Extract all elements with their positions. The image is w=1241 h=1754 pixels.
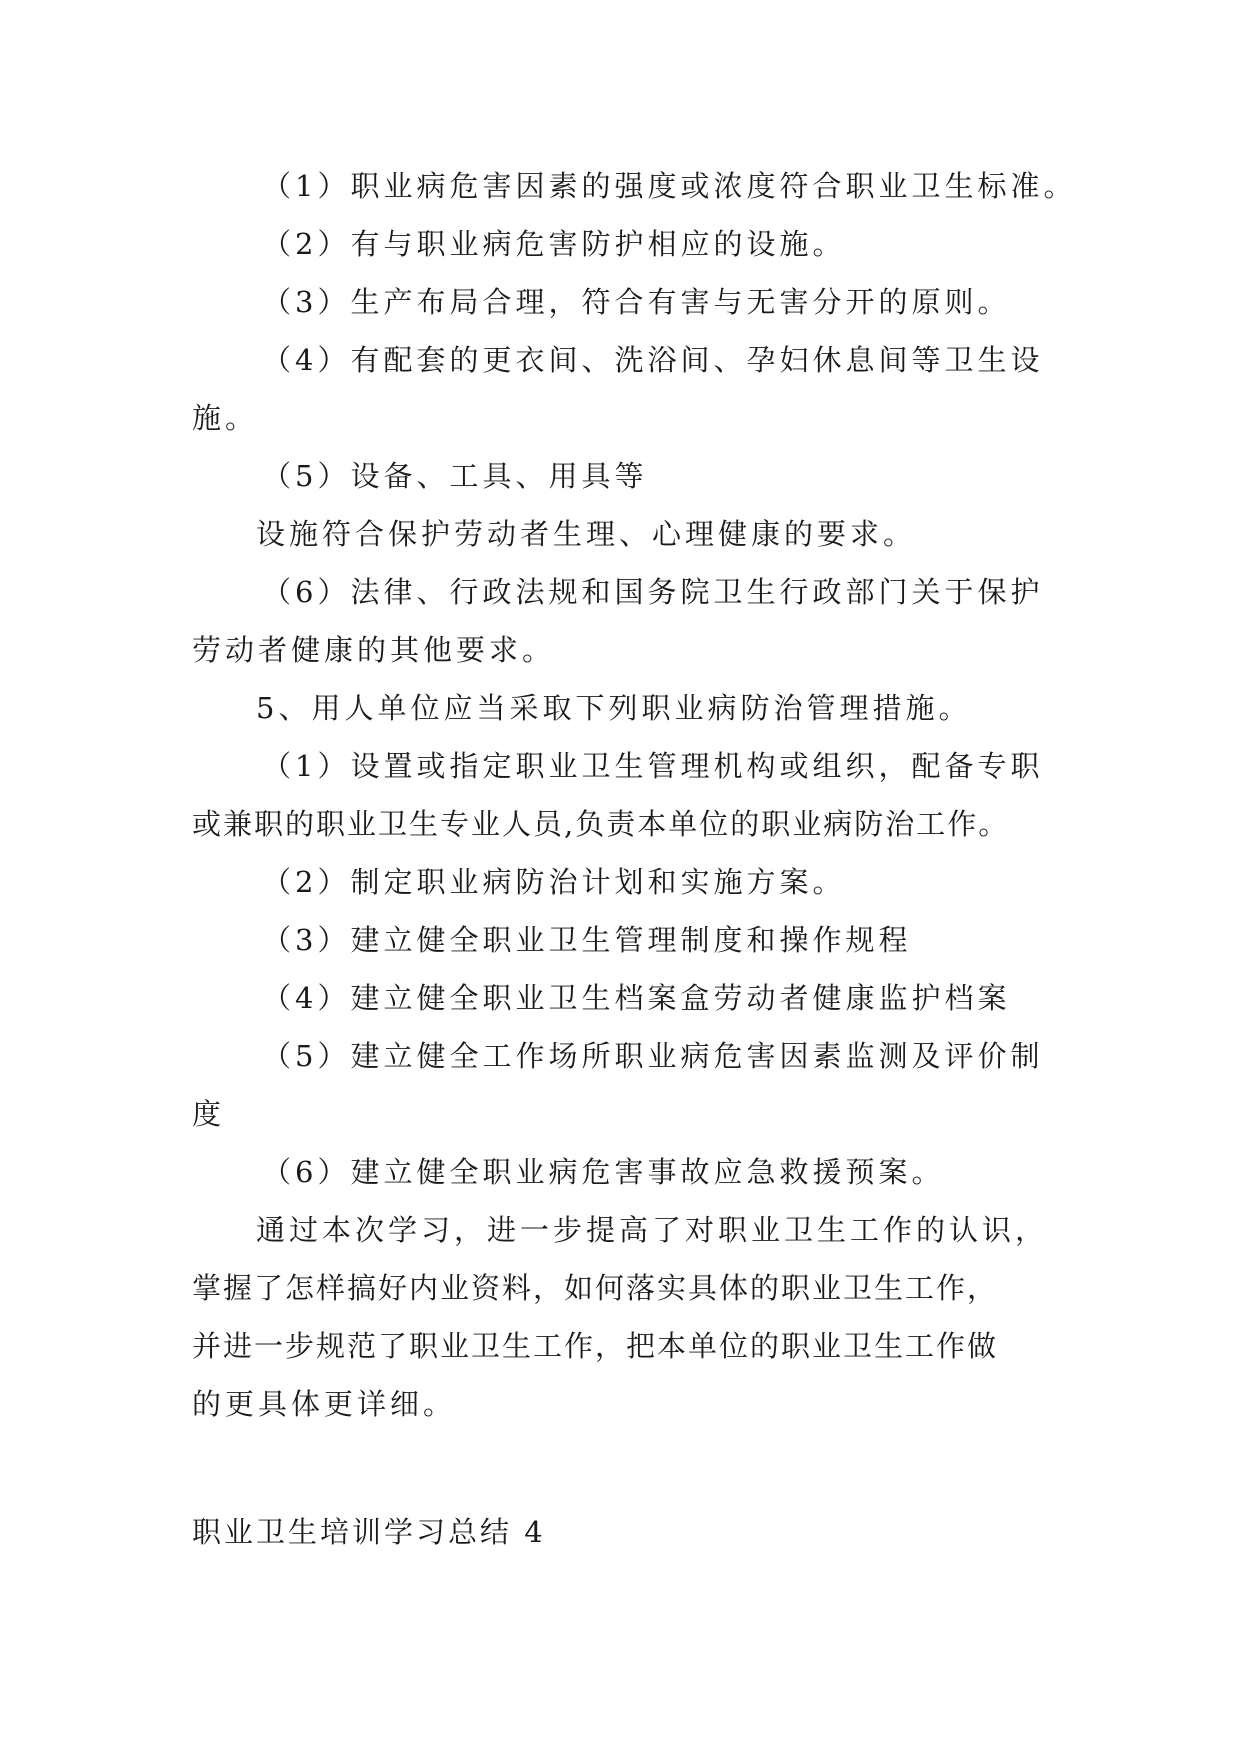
paragraph-line: （6）建立健全职业病危害事故应急救援预案。 xyxy=(262,1155,945,1189)
paragraph-line: （1）职业病危害因素的强度或浓度符合职业卫生标准。 xyxy=(262,169,1077,203)
paragraph-line: 设施符合保护劳动者生理、心理健康的要求。 xyxy=(256,517,917,551)
section-heading: 职业卫生培训学习总结 4 xyxy=(192,1515,546,1549)
paragraph-line: （2）制定职业病防治计划和实施方案。 xyxy=(262,865,846,899)
paragraph-line: （4）有配套的更衣间、洗浴间、孕妇休息间等卫生设 xyxy=(262,343,1044,377)
paragraph-line: 掌握了怎样搞好内业资料，如何落实具体的职业卫生工作， xyxy=(192,1271,999,1305)
paragraph-line: 通过本次学习，进一步提高了对职业卫生工作的认识， xyxy=(256,1213,1049,1247)
paragraph-line: （1）设置或指定职业卫生管理机构或组织，配备专职 xyxy=(262,749,1044,783)
paragraph-line: （3）生产布局合理，符合有害与无害分开的原则。 xyxy=(262,285,1011,319)
paragraph-line: 施。 xyxy=(192,401,259,435)
paragraph-line: 并进一步规范了职业卫生工作，把本单位的职业卫生工作做 xyxy=(192,1329,999,1363)
paragraph-line: 5、用人单位应当采取下列职业病防治管理措施。 xyxy=(256,691,972,725)
paragraph-line: （5）设备、工具、用具等 xyxy=(262,459,648,493)
paragraph-line: （3）建立健全职业卫生管理制度和操作规程 xyxy=(262,923,912,957)
paragraph-line: 度 xyxy=(192,1097,226,1131)
paragraph-line: 劳动者健康的其他要求。 xyxy=(192,633,556,667)
paragraph-line: （6）法律、行政法规和国务院卫生行政部门关于保护 xyxy=(262,575,1044,609)
paragraph-line: 或兼职的职业卫生专业人员,负责本单位的职业病防治工作。 xyxy=(192,807,1010,841)
paragraph-line: （4）建立健全职业卫生档案盒劳动者健康监护档案 xyxy=(262,981,1011,1015)
paragraph-line: 的更具体更详细。 xyxy=(192,1387,457,1421)
paragraph-line: （2）有与职业病危害防护相应的设施。 xyxy=(262,227,846,261)
paragraph-line: （5）建立健全工作场所职业病危害因素监测及评价制 xyxy=(262,1039,1044,1073)
